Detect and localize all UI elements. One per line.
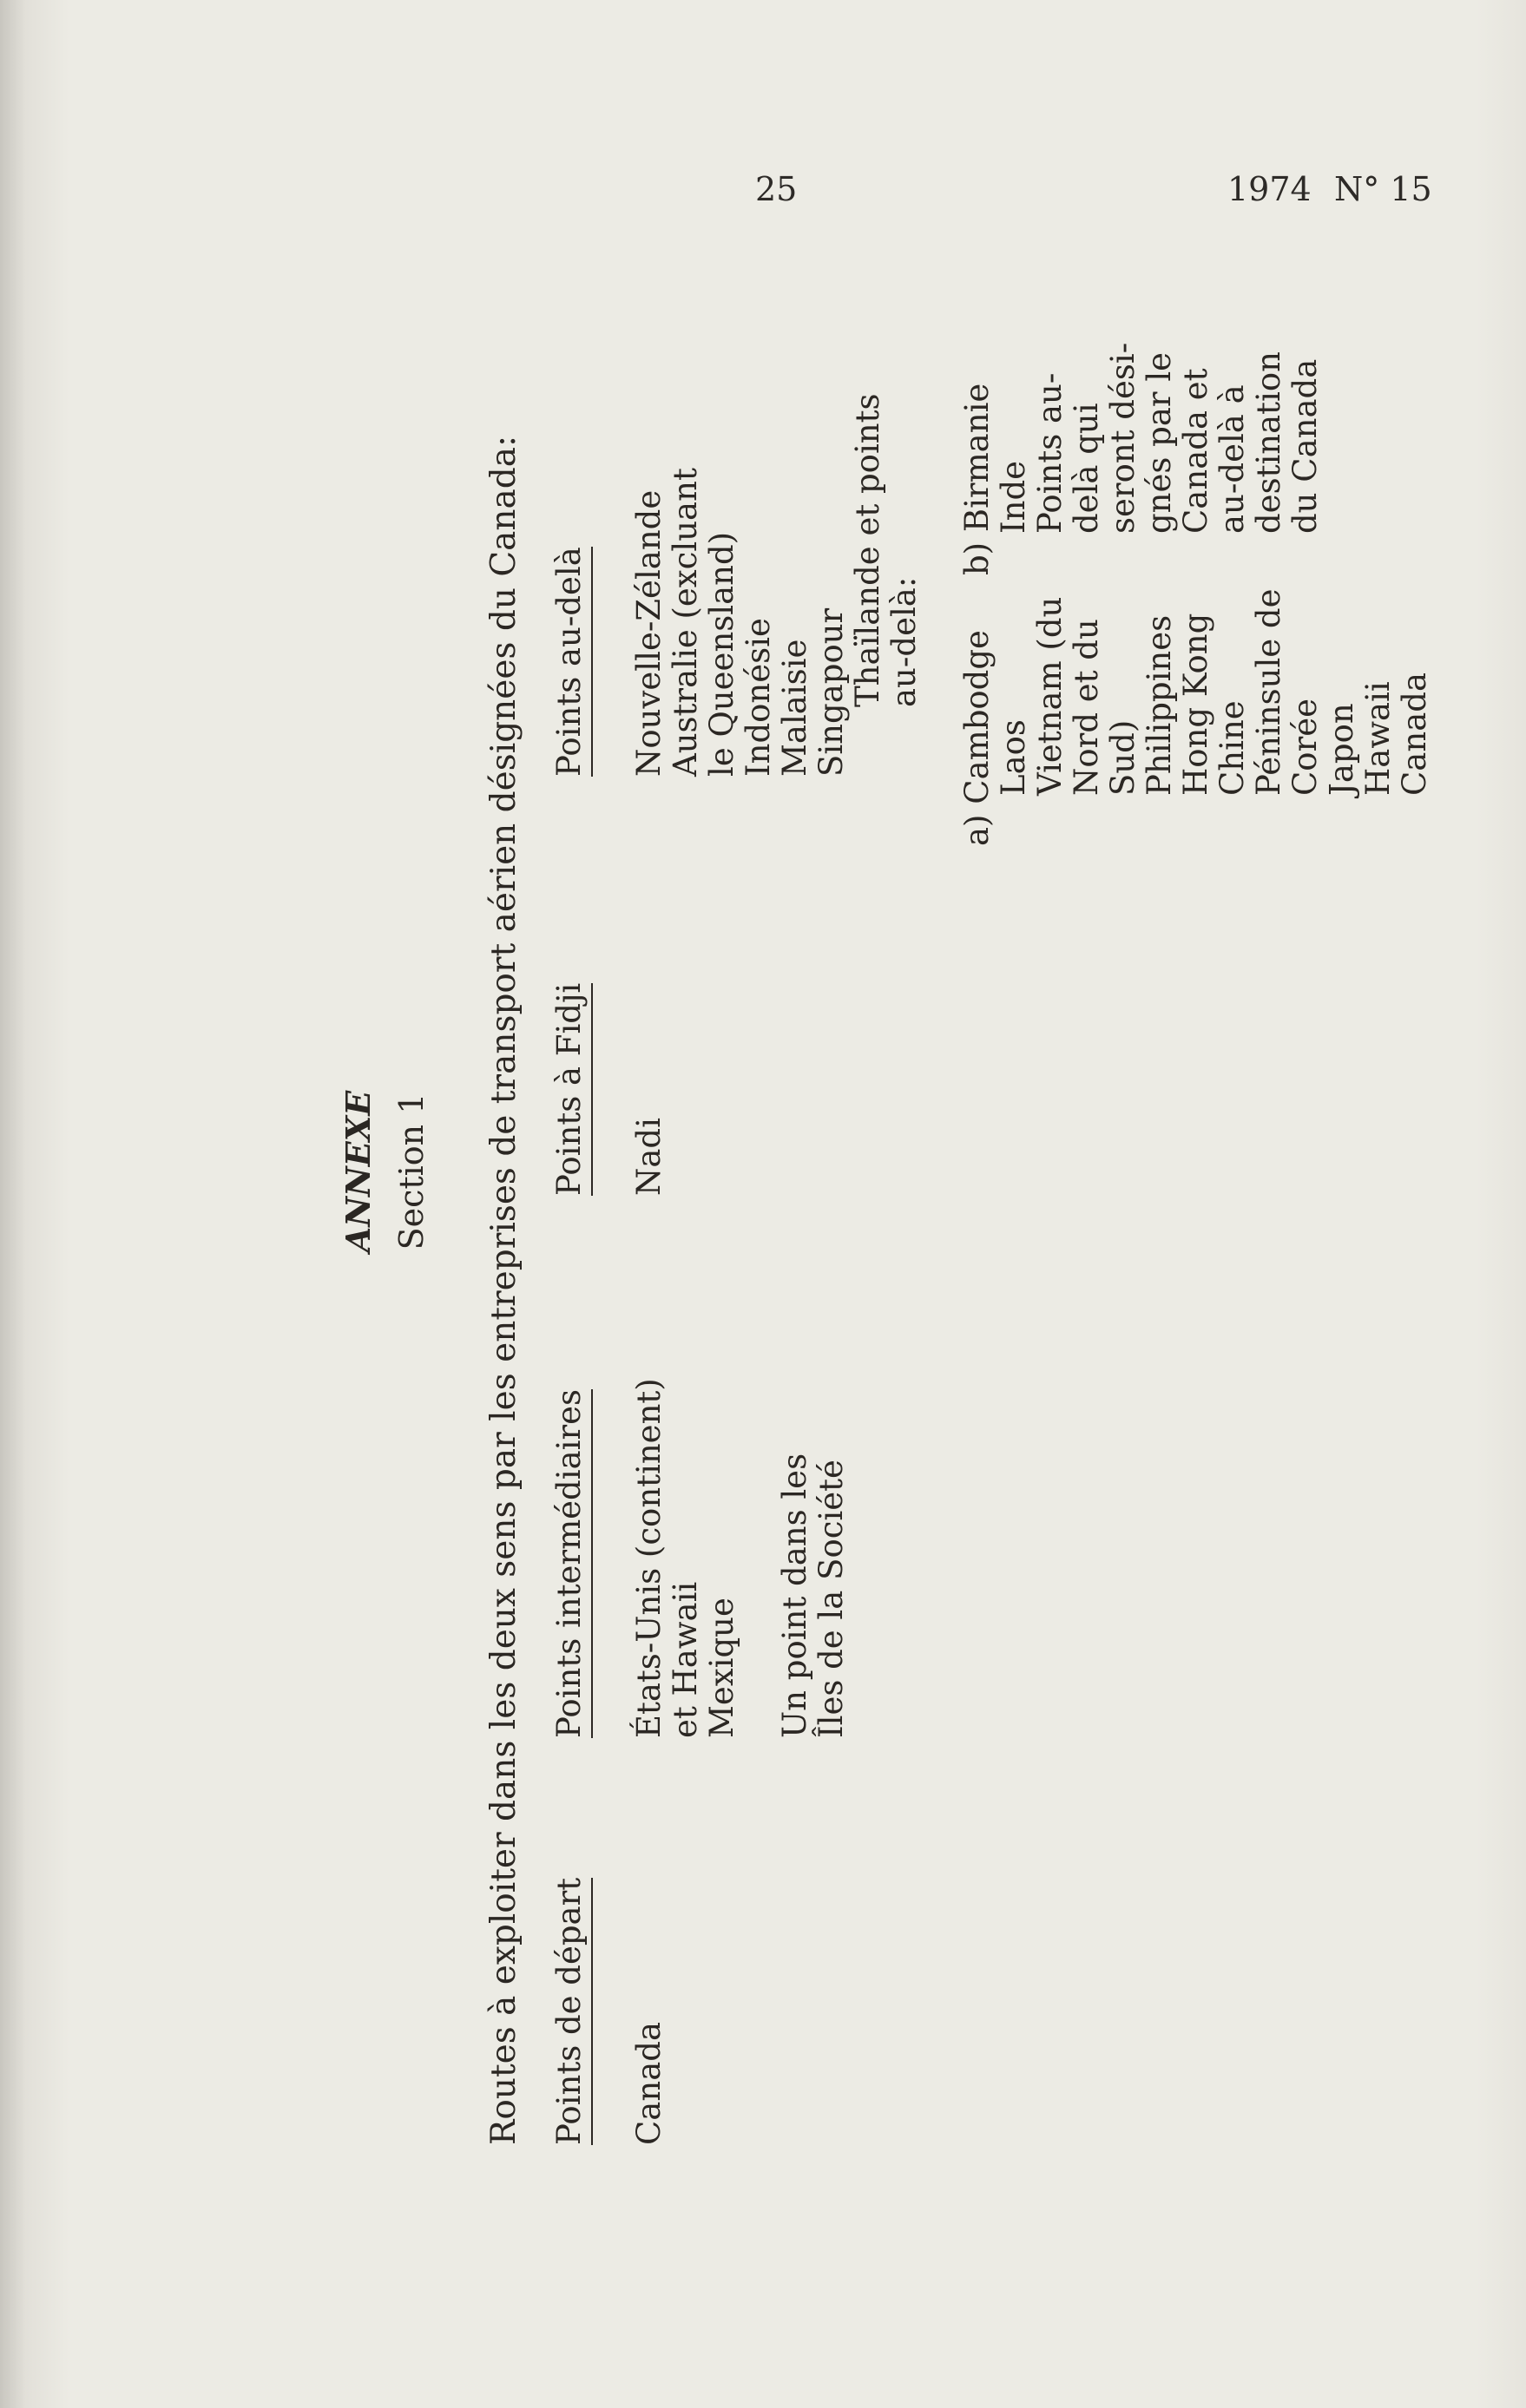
intermediate-line: Îles de la Société <box>812 1460 850 1738</box>
sublist-a-item: Hawaii <box>1359 681 1397 796</box>
beyond-line: Australie (excluant <box>667 468 704 777</box>
beyond-sublist-a <box>959 588 1433 846</box>
sublist-b-item: seront dési- <box>1104 342 1141 534</box>
sublist-a-item: Vietnam (du <box>1031 596 1069 796</box>
header-fiji: Points à Fidji <box>551 983 593 1196</box>
intermediate-cell <box>631 1378 850 1738</box>
page-number: 25 <box>755 170 798 208</box>
sublist-b-item: gnés par le <box>1141 351 1178 534</box>
column-departure <box>550 1729 668 2145</box>
sublist-a-item: Sud) <box>1104 719 1141 796</box>
departure-canada: Canada <box>630 2021 668 2145</box>
beyond-line: Thaïlande et points <box>849 393 886 707</box>
sublist-a-item: Laos <box>995 719 1032 796</box>
header-departure: Points de départ <box>551 1878 593 2145</box>
sublist-a-item: Corée <box>1286 698 1324 796</box>
sublist-a-label: a) Cambodge <box>958 630 996 846</box>
sublist-a-item: Japon <box>1323 703 1360 796</box>
intro-text: Routes à exploiter dans les deux sens par les entreprises de transport aérien désignées du Canada: <box>484 435 523 2145</box>
issue-number: N° 15 <box>1334 170 1432 208</box>
sublist-a-item: Philippines <box>1141 614 1178 796</box>
beyond-sublist-b <box>959 325 1324 575</box>
section-title: Section 1 <box>392 1092 431 1250</box>
header-intermediate: Points intermédiaires <box>551 1389 593 1738</box>
header-beyond: Points au-delà <box>551 547 593 777</box>
sublist-b-item: au-delà à <box>1214 384 1251 534</box>
column-fiji <box>550 982 668 1196</box>
sublist-b-item: destination <box>1250 351 1287 534</box>
beyond-line: au-delà: <box>885 576 923 707</box>
sublist-b-item: du Canada <box>1286 358 1324 534</box>
beyond-cell <box>631 394 923 777</box>
beyond-line: le Queensland) <box>703 531 740 777</box>
beyond-line: Indonésie <box>740 618 777 777</box>
sublist-b-item: Points au- <box>1031 372 1069 534</box>
sublist-b-item: Inde <box>995 460 1032 534</box>
sublist-a-item: Chine <box>1214 700 1251 796</box>
fiji-nadi: Nadi <box>630 1118 668 1196</box>
sublist-a-item: Nord et du <box>1068 619 1105 796</box>
beyond-line: Malaisie <box>776 639 813 777</box>
beyond-line: Nouvelle-Zélande <box>630 489 668 777</box>
sublist-b-label: b) Birmanie <box>958 383 996 575</box>
beyond-line: Singapour <box>812 607 850 777</box>
intermediate-line: Un point dans les <box>776 1453 813 1738</box>
sublist-b-item: delà qui <box>1068 403 1105 534</box>
annex-title: ANNEXE <box>339 1090 378 1253</box>
sublist-a-item: Canada <box>1396 672 1433 796</box>
sublist-a-item: Hong Kong <box>1177 613 1214 796</box>
annex-content <box>291 121 1526 2221</box>
sublist-b-item: Canada et <box>1177 368 1214 534</box>
intermediate-line <box>740 1378 777 1738</box>
year: 1974 <box>1227 170 1312 208</box>
intermediate-line: Mexique <box>703 1598 740 1738</box>
intermediate-line: et Hawaii <box>667 1581 704 1738</box>
sublist-a-item: Péninsule de <box>1250 588 1287 796</box>
intermediate-line: États-Unis (continent) <box>630 1378 668 1738</box>
column-beyond <box>550 342 1433 846</box>
